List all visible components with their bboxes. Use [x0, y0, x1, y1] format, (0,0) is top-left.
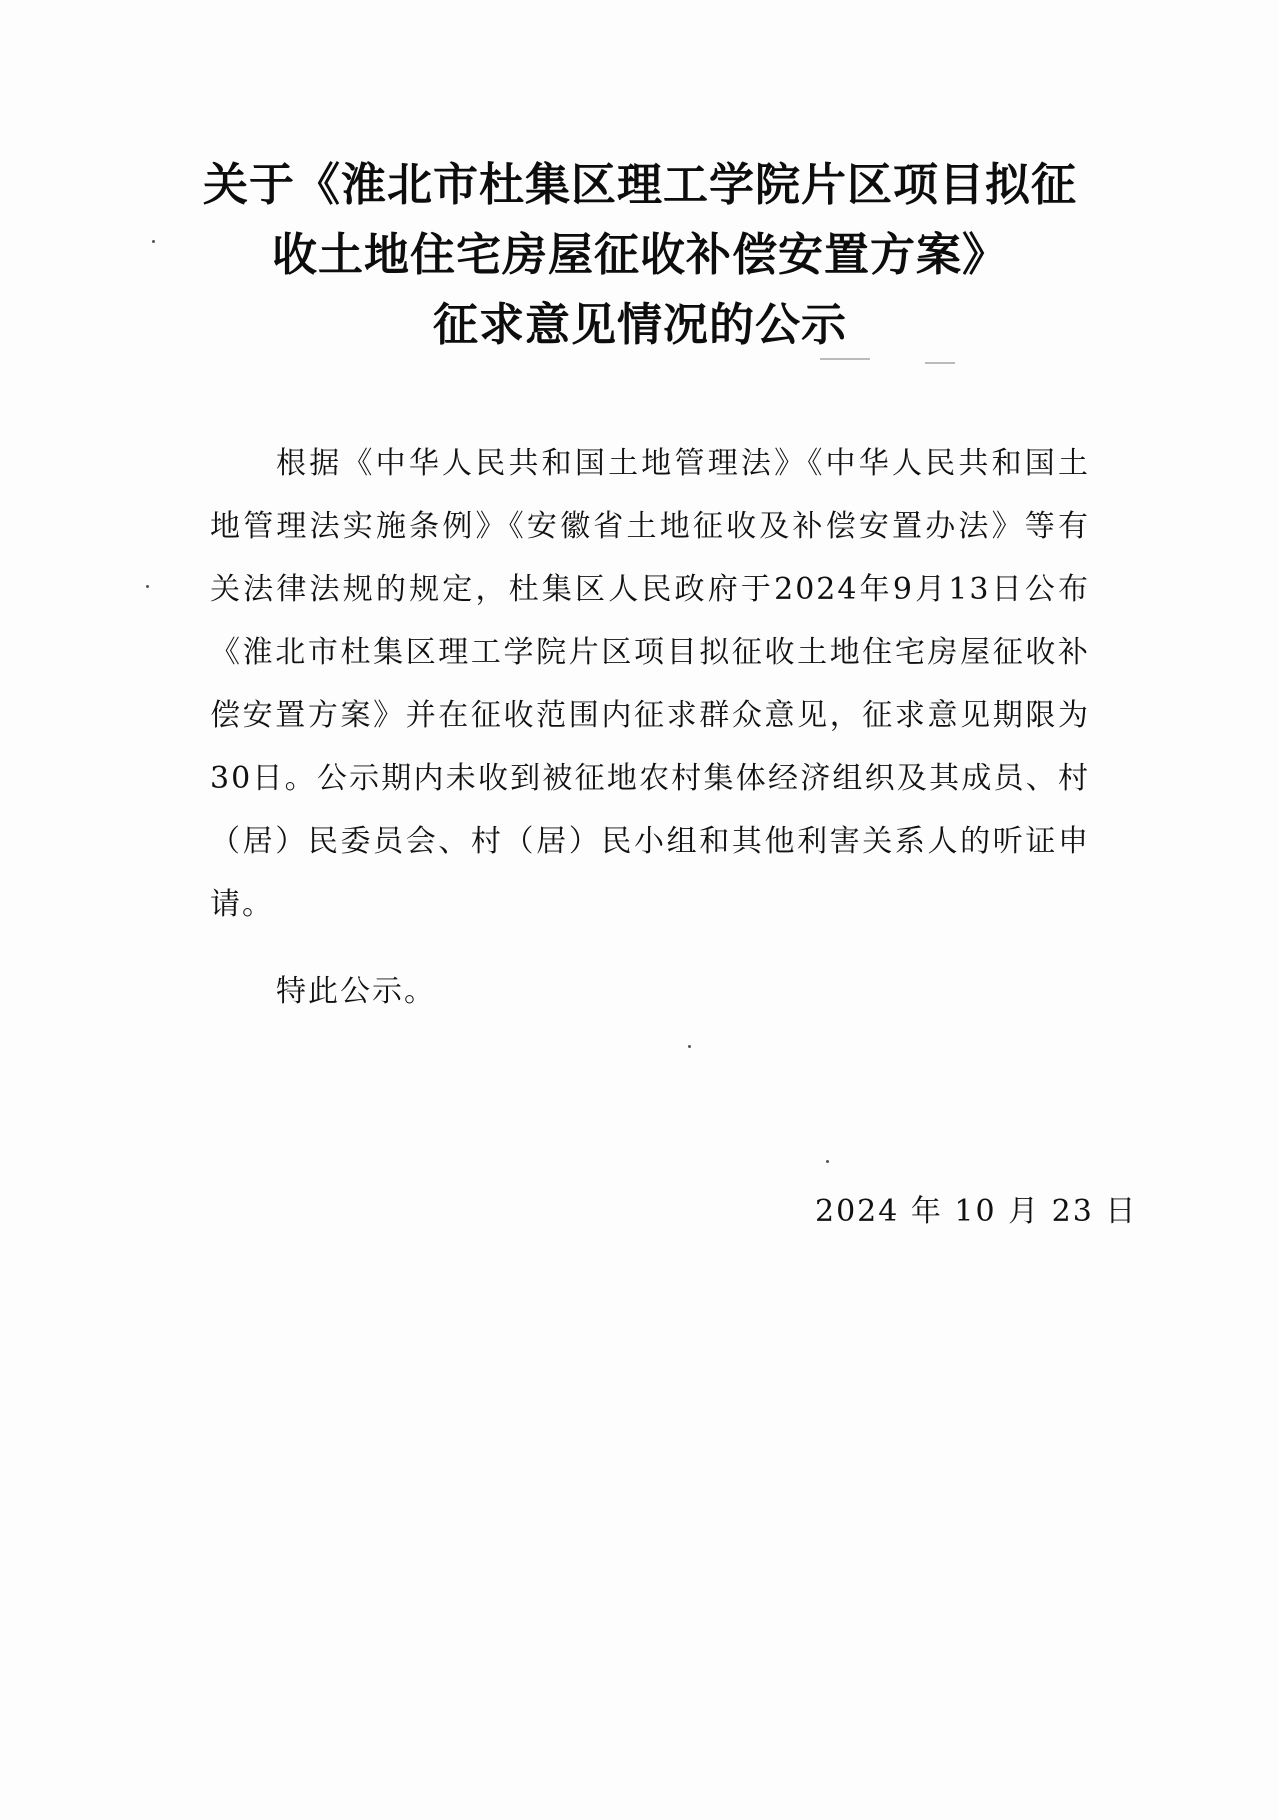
title-line-2: 收土地住宅房屋征收补偿安置方案》 [271, 228, 1008, 281]
document-date: 2024 年 10 月 23 日 [815, 1194, 1138, 1229]
scan-speck [688, 1045, 691, 1048]
document-body [210, 432, 1090, 936]
scan-speck [152, 240, 155, 243]
title-line-1: 关于《淮北市杜集区理工学院片区项目拟征 [202, 158, 1077, 211]
document-title [150, 150, 1130, 360]
scan-artifact-line [820, 358, 870, 360]
scan-speck [826, 1160, 829, 1163]
body-paragraph: 根据《中华人民共和国土地管理法》《中华人民共和国土地管理法实施条例》《安徽省土地征收及补偿安置办法》等有关法律法规的规定，杜集区人民政府于2024年9月13日公布《淮北市杜集区理工学院片区项目拟征收土地住宅房屋征收补偿安置方案》并在征收范围内征求群众意见，征求意见期限为30日。公示期内未收到被征地农村集体经济组织及其成员、村（居）民委员会、村（居）民小组和其他利害关系人的听证申请。 [210, 446, 1090, 922]
title-line-3: 征求意见情况的公示 [432, 298, 847, 351]
scan-artifact-line [925, 362, 955, 364]
scan-speck [146, 585, 149, 588]
closing-statement: 特此公示。 [276, 974, 436, 1009]
